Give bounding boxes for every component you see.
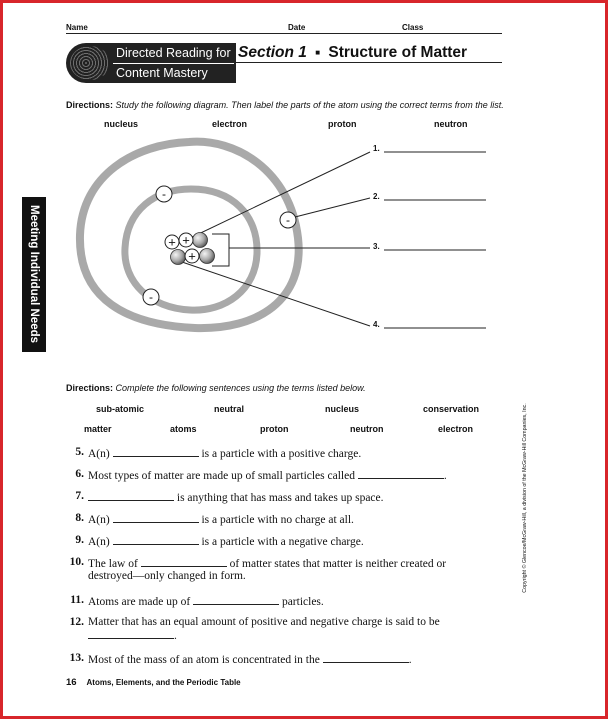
name-label: Name: [66, 23, 88, 32]
term-conservation: conservation: [423, 404, 480, 414]
page-footer: [66, 677, 241, 688]
section-number: Section 1: [238, 44, 307, 61]
question-text-before: A(n): [88, 536, 110, 548]
question-number: 5.: [75, 446, 84, 458]
neutron-particle: [193, 233, 208, 248]
footer-title: Atoms, Elements, and the Periodic Table: [86, 678, 241, 687]
question-text-before: Matter that has an equal amount of positive and negative charge is said to be: [88, 616, 440, 628]
answer-blank[interactable]: [323, 652, 409, 663]
page-number: 16: [66, 677, 77, 688]
leader-line-2: [295, 198, 370, 217]
question-text-before: A(n): [88, 514, 110, 526]
directions-1-text: Study the following diagram. Then label the parts of the atom using the correct terms from the list.: [115, 100, 504, 110]
diagram-label-4: 4.: [373, 320, 380, 329]
answer-blank[interactable]: [193, 594, 279, 605]
directions-2: [66, 383, 366, 393]
question-number: 8.: [75, 512, 84, 524]
proton-sign: +: [188, 248, 196, 264]
term-electron: electron: [212, 119, 248, 129]
question-text-before: Most types of matter are made up of small particles called: [88, 470, 355, 482]
question-text-after: of matter states that matter is neither created or: [229, 558, 447, 570]
answer-blank[interactable]: [113, 512, 199, 523]
question-text-after: .: [174, 630, 177, 642]
question-number: 9.: [75, 534, 84, 546]
answer-blank[interactable]: [88, 628, 174, 639]
nucleus-bracket: [212, 234, 229, 266]
term-sub-atomic: sub-atomic: [96, 404, 145, 414]
question-number: 7.: [75, 490, 84, 502]
answer-blank[interactable]: [141, 556, 227, 567]
section-name: Structure of Matter: [328, 44, 468, 61]
neutron-particle: [171, 250, 186, 265]
class-label: Class: [402, 23, 424, 32]
question-text-after: .: [408, 654, 412, 666]
question-number: 11.: [70, 594, 84, 606]
question-number: 6.: [75, 468, 84, 480]
question-text-line2: destroyed—only changed in form.: [88, 570, 246, 582]
electron-sign: -: [286, 213, 290, 227]
term-proton-2: proton: [260, 424, 289, 434]
question-text-before: The law of: [88, 558, 138, 570]
answer-blank[interactable]: [88, 490, 174, 501]
term-proton: proton: [328, 119, 357, 129]
proton-sign: +: [168, 234, 176, 250]
question-number: 10.: [69, 556, 84, 568]
directions-2-text: Complete the following sentences using the terms listed below.: [115, 383, 366, 393]
term-electron-2: electron: [438, 424, 474, 434]
answer-blank[interactable]: [358, 468, 444, 479]
diagram-label-3: 3.: [373, 242, 380, 251]
question-text-after: is a particle with a positive charge.: [201, 448, 362, 460]
question-number: 12.: [69, 616, 84, 628]
directions-1-label: Directions:: [66, 100, 114, 110]
electron-sign: -: [162, 187, 166, 201]
directions-2-label: Directions:: [66, 383, 114, 393]
diagram-label-2: 2.: [373, 192, 380, 201]
term-atoms: atoms: [170, 424, 197, 434]
term-neutron: neutron: [434, 119, 468, 129]
question-text-after: is anything that has mass and takes up space.: [176, 492, 384, 504]
question-text-before: A(n): [88, 448, 110, 460]
bullet-icon: ■: [315, 48, 321, 57]
answer-blank[interactable]: [113, 534, 199, 545]
copyright-notice: Copyright © Glencoe/McGraw-Hill, a division of the McGraw-Hill Companies, Inc.: [522, 403, 528, 593]
banner-line2: Content Mastery: [116, 66, 208, 80]
electron-sign: -: [149, 290, 153, 304]
answer-blank[interactable]: [113, 446, 199, 457]
question-text-after: .: [443, 470, 447, 482]
term-nucleus: nucleus: [104, 119, 139, 129]
question-text-after: particles.: [281, 596, 324, 608]
neutron-particle: [200, 249, 215, 264]
term-neutron-2: neutron: [350, 424, 384, 434]
diagram-label-1: 1.: [373, 144, 380, 153]
term-nucleus-2: nucleus: [325, 404, 360, 414]
term-neutral: neutral: [214, 404, 245, 414]
question-text-before: Most of the mass of an atom is concentrated in the: [88, 654, 320, 666]
side-tab-label: Meeting Individual Needs: [28, 204, 40, 344]
date-label: Date: [288, 23, 306, 32]
question-text-before: Atoms are made up of: [88, 596, 191, 608]
term-matter: matter: [84, 424, 112, 434]
leader-line-1: [186, 152, 370, 240]
banner-line1: Directed Reading for: [116, 46, 231, 60]
question-text-after: is a particle with no charge at all.: [201, 514, 354, 526]
question-number: 13.: [69, 652, 84, 664]
question-text-after: is a particle with a negative charge.: [201, 536, 364, 548]
leader-line-4: [182, 262, 370, 326]
proton-sign: +: [182, 232, 190, 248]
